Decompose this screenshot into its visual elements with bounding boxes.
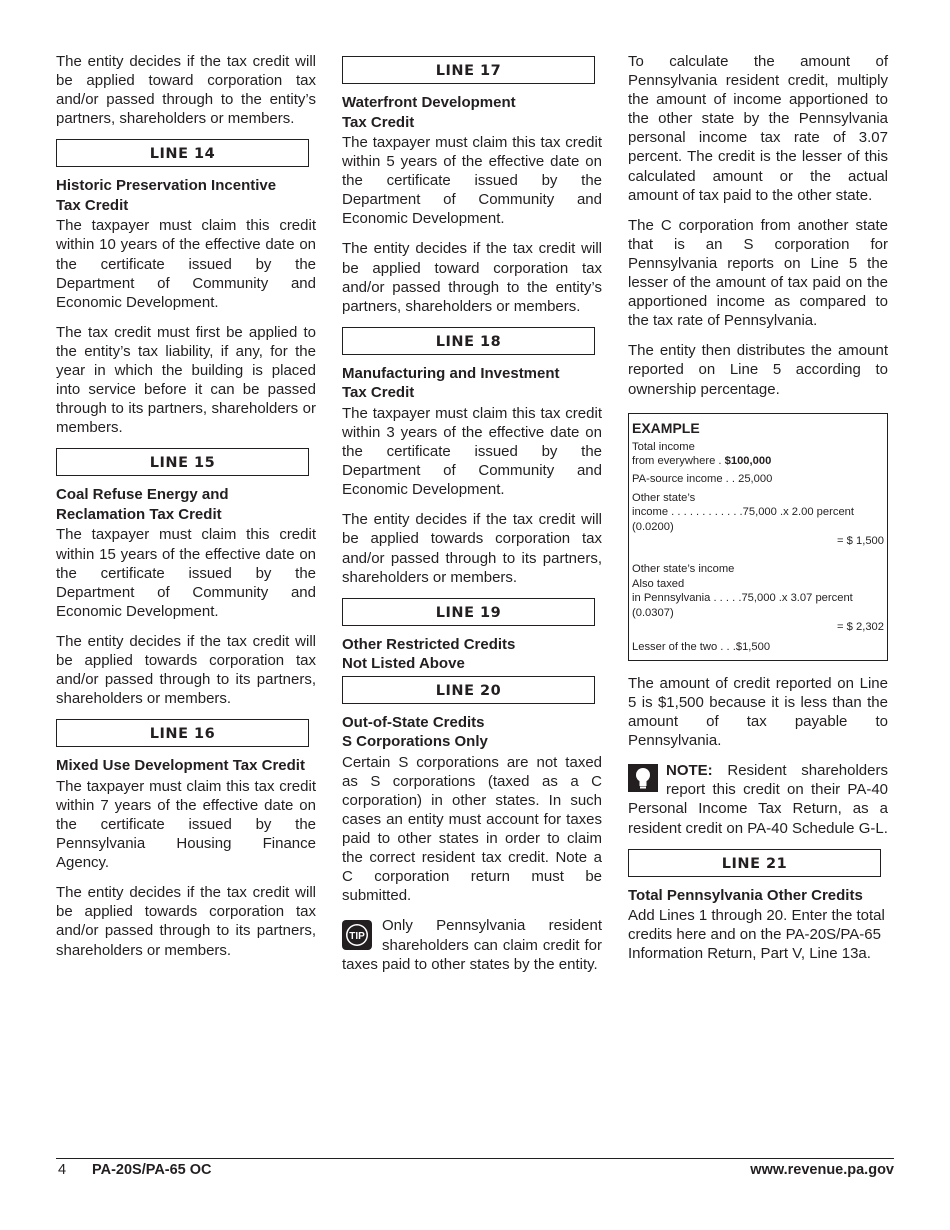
example-box — [628, 413, 888, 661]
example-row: PA-source income . . 25,000 — [632, 473, 773, 486]
line-17-header: LINE 17 — [342, 56, 595, 84]
line-14-title: Historic Preservation Incentive Tax Credit — [56, 177, 277, 214]
paragraph: The C corporation from another state that is an S corporation for Pennsylvania reports on Line 5 the lesser of the amount of tax paid on the apportioned income as compared to the tax rate of Pennsylvania. — [628, 216, 888, 330]
column-1 — [56, 52, 316, 971]
example-row: Lesser of the two . . .$1,500 — [632, 641, 771, 654]
paragraph: The entity decides if the tax credit will be applied towards corporation tax and/or passed through to its partners, shareholders or members. — [56, 884, 316, 959]
tip-icon — [342, 920, 372, 950]
paragraph: The taxpayer must claim this tax credit within 7 years of the effective date on the certificate issued by the Pennsylvania Housing Finance Agency. — [56, 777, 316, 872]
form-title: PA-20S/PA-65 OC — [92, 1162, 212, 1178]
line-20-title: Out-of-State Credits S Corporations Only — [342, 713, 488, 751]
tip-paragraph: TIP Only Pennsylvania resident shareholders can claim credit for taxes paid to other states by the entity. — [342, 917, 602, 973]
line-20-header: LINE 20 — [342, 676, 595, 704]
tip-icon-label: TIP — [349, 931, 365, 943]
column-3 — [628, 52, 888, 974]
paragraph: The taxpayer must claim this credit within 15 years of the effective date on the certificate issued by the Department of Community and Economic Development. — [56, 526, 316, 620]
line-16-title: Mixed Use Development Tax Credit — [56, 757, 305, 775]
line-16-header: LINE 16 — [56, 719, 309, 747]
column-2 — [342, 52, 602, 985]
paragraph: The taxpayer must claim this tax credit within 3 years of the effective date on the certificate issued by the Department of Community and Economic Development. — [342, 404, 602, 499]
line-14-header: LINE 14 — [56, 139, 309, 167]
paragraph: Add Lines 1 through 20. Enter the total credits here and on the PA-20S/PA-65 Information Return, Part V, Line 13a. — [628, 907, 885, 963]
example-title: EXAMPLE — [632, 419, 700, 436]
paragraph: The entity decides if the tax credit will be applied towards corporation tax and/or passed through to its partners, shareholders or members. — [342, 511, 602, 586]
page-number: 4 — [58, 1162, 67, 1178]
line-19-header: LINE 19 — [342, 598, 595, 626]
line-21-title: Total Pennsylvania Other Credits — [628, 886, 863, 904]
paragraph: The amount of credit reported on Line 5 is $1,500 because it is less than the amount of tax payable to Pennsylvania. — [628, 674, 888, 750]
website-url: www.revenue.pa.gov — [750, 1162, 894, 1178]
paragraph: The entity decides if the tax credit will be applied toward corporation tax and/or passed through to the entity’s partners, shareholders or members. — [342, 240, 602, 315]
note-paragraph: NOTE: Resident shareholders report this credit on their PA-40 Personal Income Tax Return, as a resident credit on PA-40 Schedule G-L. — [628, 762, 888, 837]
example-row: Total income from everywhere . $100,000 — [632, 440, 772, 467]
line-19-title: Other Restricted Credits Not Listed Above — [342, 635, 516, 673]
example-row: Other state’s income . . . . . . . . . . . .75,000 .x 2.00 percent (0.0200) = $ 1,500 — [632, 491, 884, 548]
paragraph: The entity decides if the tax credit will be applied toward corporation tax and/or passed through to the entity’s partners, shareholders or members. — [56, 53, 316, 128]
paragraph: The taxpayer must claim this tax credit within 5 years of the effective date on the certificate issued by the Department of Community and Economic Development. — [342, 134, 602, 228]
paragraph: The taxpayer must claim this credit within 10 years of the effective date on the certificate issued by the Department of Community and Economic Development. — [56, 217, 316, 311]
footer-divider — [56, 1158, 894, 1159]
paragraph: The entity decides if the tax credit will be applied towards corporation tax and/or passed through to its partners, shareholders or members. — [56, 632, 316, 708]
example-row: Other state’s income Also taxed in Pennsylvania . . . . .75,000 .x 3.07 percent (0.0307) = $ 2,302 — [632, 563, 884, 634]
paragraph: Certain S corporations are not taxed as S corporations (taxed as a C corporation) in other states. In such cases an entity must account for taxes paid to other states in order to claim the correct resident tax credit. Note a C corporation return must be submitted. — [342, 753, 602, 905]
line-15-header: LINE 15 — [56, 448, 309, 476]
paragraph: To calculate the amount of Pennsylvania resident credit, multiply the amount of income apportioned to the other state by the Pennsylvania personal income tax rate of 3.07 percent. The credit is the lesser of this calculated amount or the actual amount of tax paid to the other state. — [628, 53, 888, 204]
paragraph: The entity then distributes the amount reported on Line 5 according to ownership percentage. — [628, 342, 888, 398]
line-17-title: Waterfront Development Tax Credit — [342, 94, 516, 131]
line-18-header: LINE 18 — [342, 327, 595, 355]
lightbulb-icon — [628, 764, 658, 792]
line-15-title: Coal Refuse Energy and Reclamation Tax Credit — [56, 486, 229, 523]
line-18-title: Manufacturing and Investment Tax Credit — [342, 364, 560, 402]
line-21-header: LINE 21 — [628, 849, 881, 877]
paragraph: The tax credit must first be applied to the entity’s tax liability, if any, for the year in which the building is placed into service before it can be passed through to its partners, shareholders or members. — [56, 323, 316, 437]
